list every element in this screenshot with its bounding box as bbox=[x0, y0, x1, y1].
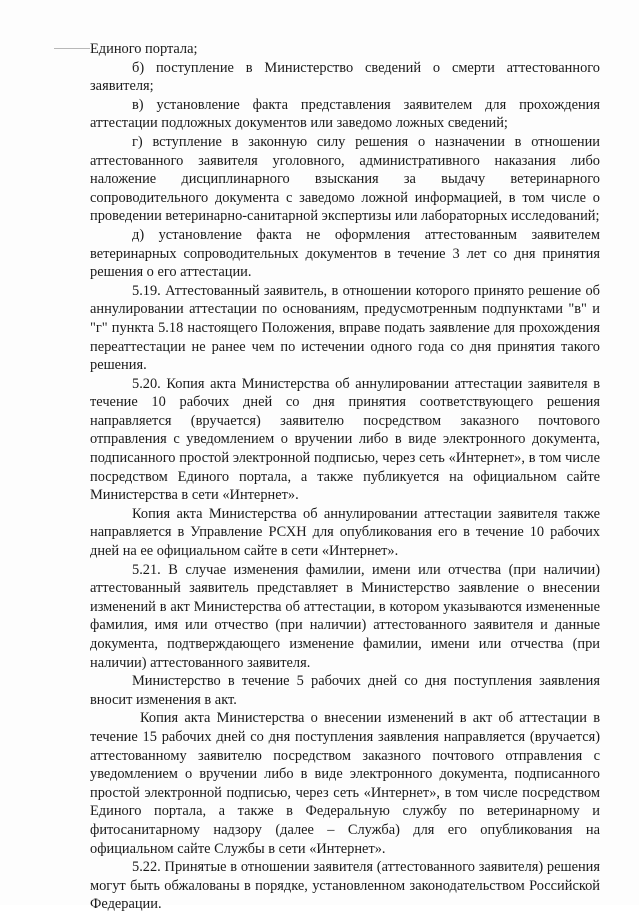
paragraph-5-21: 5.21. В случае изменения фамилии, имени или отчества (при наличии) аттестованный заявитель представляет в Министерство заявление о внесении изменений в акт Министерства об аттестации, в котором указываются измененные фамилия, имя или отчество (при наличии) аттестованного заявителя и данные документа, подтверждающего изменение фамилии, имени или отчества (при наличии) аттестованного заявителя. bbox=[90, 561, 600, 671]
paragraph-5-20: 5.20. Копия акта Министерства об аннулировании аттестации заявителя в течение 10 рабочих дней со дня принятия соответствующего решения направляется (вручается) заявителю посредством заказного почтового отправления с уведомлением о вручении либо в виде электронного документа, подписанного простой электронной подписью, через сеть «Интернет», в том числе посредством Единого портала, а также публикуется на официальном сайте Министерства в сети «Интернет». bbox=[90, 375, 600, 504]
paragraph-subpoint-d: д) установление факта не оформления аттестованным заявителем ветеринарных сопроводительных документов в течение 3 лет со дня принятия решения о его аттестации. bbox=[90, 226, 600, 281]
paragraph-5-22: 5.22. Принятые в отношении заявителя (аттестованного заявителя) решения могут быть обжалованы в порядке, установленном законодательством Российской Федерации. bbox=[90, 859, 600, 913]
paragraph-subpoint-b: б) поступление в Министерство сведений о смерти аттестованного заявителя; bbox=[90, 59, 600, 95]
paragraph-5-21-second: Министерство в течение 5 рабочих дней со дня поступления заявления вносит изменения в акт. bbox=[90, 673, 600, 708]
scan-artifact-line bbox=[54, 48, 90, 49]
paragraph-continuation: Единого портала; bbox=[90, 41, 198, 57]
paragraph-5-19: 5.19. Аттестованный заявитель, в отношении которого принято решение об аннулировании аттестации по основаниям, предусмотренным подпунктами "в" и "г" пункта 5.18 настоящего Положения, вправе подать заявление для прохождения переаттестации не ранее чем по истечении одного года со дня принятия такого решения. bbox=[90, 282, 600, 374]
paragraph-5-21-third: Копия акта Министерства о внесении изменений в акт об аттестации в течение 15 рабочих дней со дня поступления заявления направляется (вручается) аттестованному заявителю посредством заказного почтового отправления с уведомлением о вручении либо в виде электронного документа, подписанного простой электронной подписью, через сеть «Интернет», в том числе посредством Единого портала, а также в Федеральную службу по ветеринарному и фитосанитарному надзору (далее – Служба) для его опубликования на официальном сайте Службы в сети «Интернет». bbox=[90, 710, 600, 857]
document-body bbox=[90, 40, 600, 914]
paragraph-subpoint-v: в) установление факта представления заявителем для прохождения аттестации подложных документов или заведомо ложных сведений; bbox=[90, 96, 600, 132]
paragraph-subpoint-g: г) вступление в законную силу решения о назначении в отношении аттестованного заявителя уголовного, административного наказания либо наложение дисциплинарного взыскания за выдачу ветеринарного сопроводительного документа с заведомо ложной информацией, в том числе о проведении ветеринарно-санитарной экспертизы или лабораторных исследований; bbox=[90, 133, 600, 225]
paragraph-5-20-continued: Копия акта Министерства об аннулировании аттестации заявителя также направляется в Управление РСХН для опубликования его в течение 10 рабочих дней на ее официальном сайте в сети «Интернет». bbox=[90, 505, 600, 560]
